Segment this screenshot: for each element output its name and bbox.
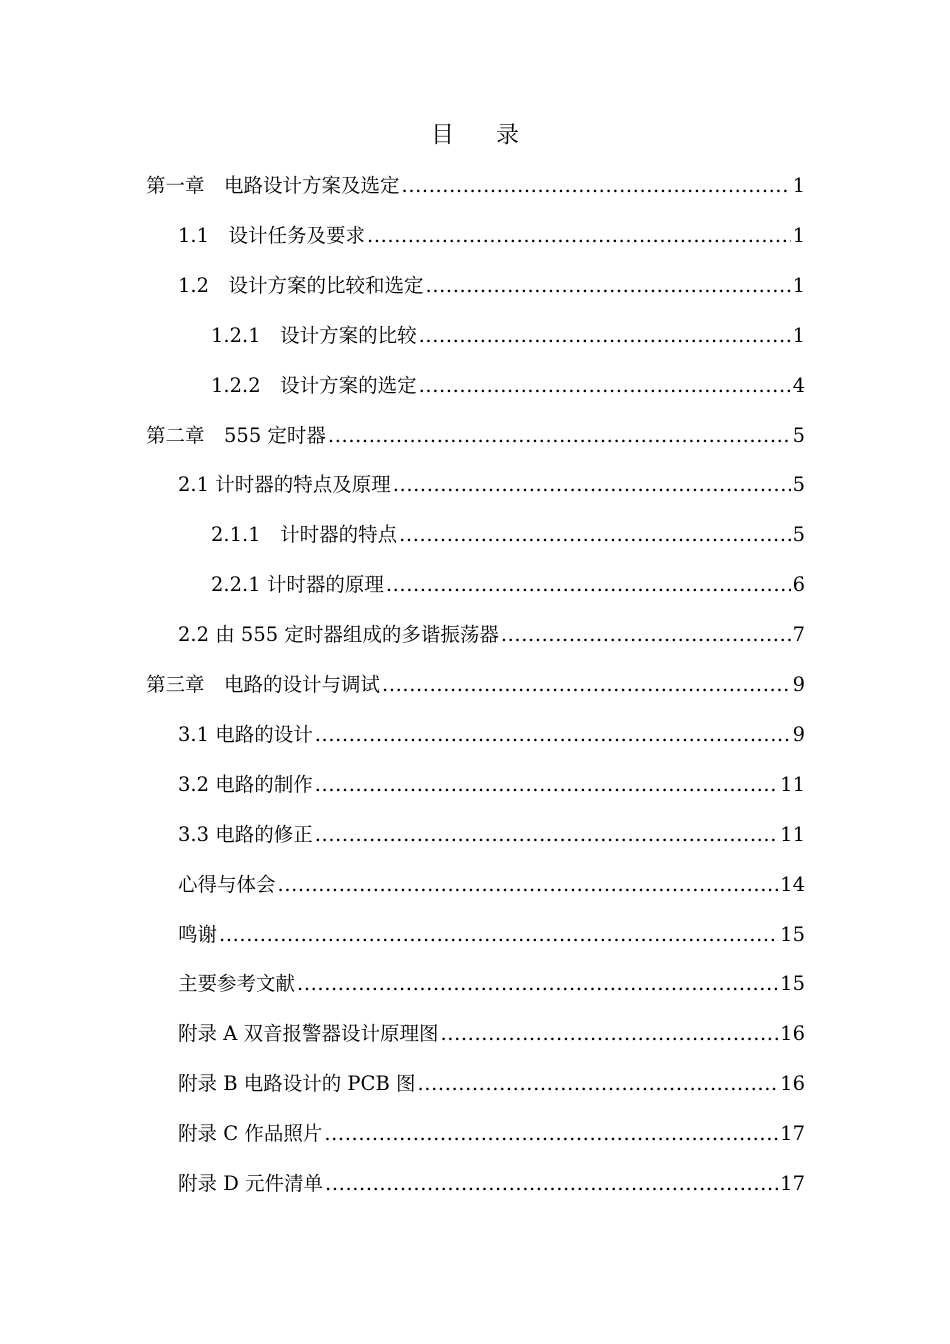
toc-dot-leader [219, 920, 778, 950]
toc-entry-title: 1.2.1 设计方案的比较 [211, 324, 417, 347]
toc-entry-page-number: 16 [780, 1022, 805, 1045]
page-title-right: 录 [496, 122, 519, 148]
toc-entry-title: 1.2 设计方案的比较和选定 [178, 274, 424, 297]
toc-entry-page-number: 14 [780, 873, 805, 896]
toc-entry-title: 2.1.1 计时器的特点 [211, 523, 398, 546]
toc-dot-leader [278, 870, 779, 900]
toc-dot-leader [418, 1069, 779, 1099]
toc-entry[interactable] [178, 620, 805, 650]
toc-entry-title: 2.2.1 计时器的原理 [211, 573, 384, 596]
toc-entry[interactable] [178, 1169, 805, 1199]
toc-entry-title: 1.1 设计任务及要求 [178, 224, 366, 247]
toc-entry-page-number: 7 [792, 623, 805, 646]
toc-entry-page-number: 1 [792, 224, 805, 247]
toc-dot-leader [315, 770, 778, 800]
toc-entry-page-number: 16 [780, 1072, 805, 1095]
toc-entry[interactable] [211, 570, 805, 600]
toc-entry-page-number: 5 [792, 424, 805, 447]
toc-entry-page-number: 6 [792, 573, 805, 596]
toc-dot-leader [315, 720, 791, 750]
toc-entry[interactable] [178, 221, 805, 251]
toc-entry-title: 3.2 电路的制作 [178, 773, 313, 796]
toc-entry-page-number: 1 [792, 274, 805, 297]
toc-dot-leader [367, 221, 791, 251]
toc-entry-title: 第三章 电路的设计与调试 [146, 673, 381, 696]
toc-dot-leader [419, 371, 791, 401]
toc-entry-title: 附录 A 双音报警器设计原理图 [178, 1022, 439, 1045]
toc-entry-title: 附录 B 电路设计的 PCB 图 [178, 1072, 416, 1095]
toc-dot-leader [426, 271, 791, 301]
toc-dot-leader [501, 620, 791, 650]
toc-entry-page-number: 15 [780, 923, 805, 946]
toc-entry[interactable] [211, 520, 805, 550]
toc-entry[interactable] [178, 820, 805, 850]
toc-entry-page-number: 1 [792, 174, 805, 197]
toc-entry-title: 附录 D 元件清单 [178, 1172, 324, 1195]
toc-entry[interactable] [178, 1119, 805, 1149]
toc-entry-title: 3.1 电路的设计 [178, 723, 313, 746]
toc-entry-page-number: 17 [780, 1122, 805, 1145]
toc-dot-leader [399, 520, 790, 550]
toc-entry[interactable] [178, 920, 805, 950]
toc-entry-title: 心得与体会 [178, 873, 276, 896]
toc-entry[interactable] [178, 870, 805, 900]
toc-entry[interactable] [178, 720, 805, 750]
toc-entry-title: 鸣谢 [178, 923, 218, 946]
toc-dot-leader [386, 570, 791, 600]
toc-dot-leader [393, 470, 791, 500]
toc-entry[interactable] [211, 371, 805, 401]
toc-entry-title: 附录 C 作品照片 [178, 1122, 323, 1145]
toc-entry-title: 1.2.2 设计方案的选定 [211, 374, 417, 397]
toc-dot-leader [402, 171, 791, 201]
toc-entry[interactable] [178, 271, 805, 301]
toc-dot-leader [315, 820, 778, 850]
toc-entry[interactable] [178, 470, 805, 500]
page-title-left: 目 [431, 122, 454, 148]
toc-entry-title: 第一章 电路设计方案及选定 [146, 174, 400, 197]
toc-entry[interactable] [146, 171, 805, 201]
toc-entry-page-number: 17 [780, 1172, 805, 1195]
toc-entry-page-number: 11 [780, 823, 805, 846]
toc-entry-title: 第二章 555 定时器 [146, 424, 326, 447]
toc-entry[interactable] [178, 1019, 805, 1049]
toc-entry-page-number: 4 [792, 374, 805, 397]
toc-entry-title: 主要参考文献 [178, 972, 296, 995]
toc-entry-title: 3.3 电路的修正 [178, 823, 313, 846]
toc-dot-leader [440, 1019, 778, 1049]
toc-entry[interactable] [146, 670, 805, 700]
toc-entry[interactable] [178, 770, 805, 800]
toc-entry[interactable] [178, 1069, 805, 1099]
toc-dot-leader [328, 421, 791, 451]
toc-entry-page-number: 1 [792, 324, 805, 347]
toc-entry-page-number: 5 [792, 473, 805, 496]
toc-entry-page-number: 9 [792, 673, 805, 696]
toc-entry[interactable] [178, 969, 805, 999]
toc-entry-page-number: 15 [780, 972, 805, 995]
toc-entry-page-number: 11 [780, 773, 805, 796]
toc-dot-leader [297, 969, 778, 999]
toc-entry-page-number: 9 [792, 723, 805, 746]
toc-dot-leader [325, 1169, 778, 1199]
toc-entry[interactable] [146, 421, 805, 451]
toc-entry-title: 2.2 由 555 定时器组成的多谐振荡器 [178, 623, 499, 646]
toc-dot-leader [324, 1119, 778, 1149]
toc-entry-title: 2.1 计时器的特点及原理 [178, 473, 391, 496]
toc-dot-leader [419, 321, 791, 351]
toc-entry-page-number: 5 [792, 523, 805, 546]
toc-entry[interactable] [211, 321, 805, 351]
toc-dot-leader [382, 670, 791, 700]
